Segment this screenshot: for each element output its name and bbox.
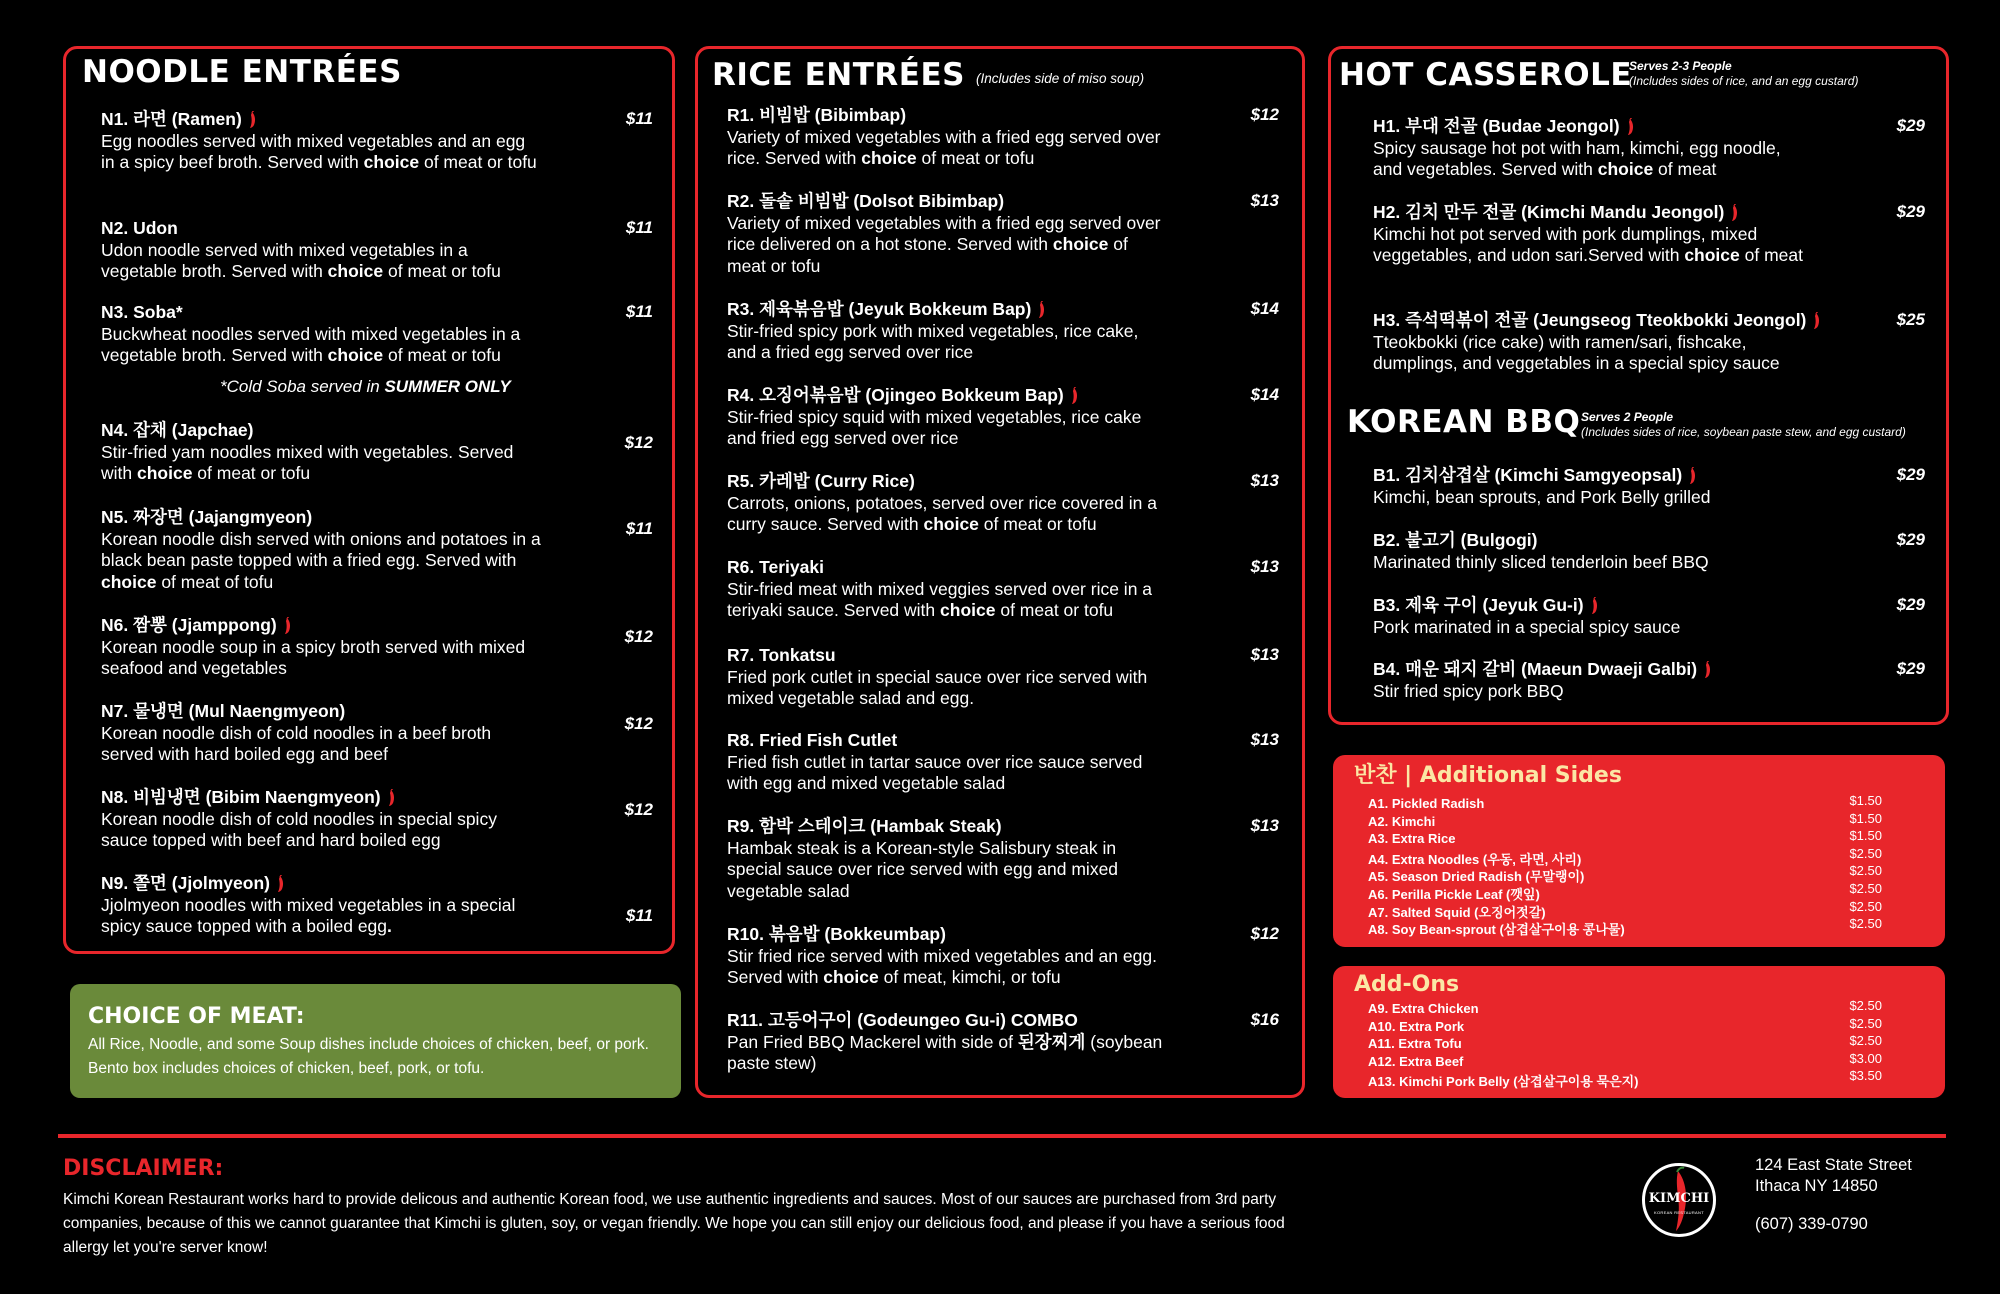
menu-item [1373, 595, 1813, 638]
spicy-pepper-icon [283, 617, 292, 635]
item-price: $11 [625, 109, 653, 128]
side-item-name: A4. Extra Noodles (우동, 라면, 사리) [1368, 851, 1582, 867]
item-price: $12 [624, 800, 653, 819]
side-item-price: $2.50 [1849, 881, 1882, 896]
item-description: Kimchi hot pot served with pork dumplings, mixed veggetables, and udon sari.Served with choice of meat [1373, 223, 1803, 265]
menu-item [101, 787, 541, 852]
side-item-name: A2. Kimchi [1368, 813, 1436, 829]
item-price: $29 [1896, 465, 1925, 484]
item-description: Variety of mixed vegetables with a fried egg served over rice delivered on a hot stone. Served with choice of meat or tofu [727, 212, 1161, 276]
item-name: R7. Tonkatsu [727, 645, 836, 665]
menu-item [727, 557, 1167, 622]
rice-title: RICE ENTRÉES [712, 57, 965, 93]
casserole-note-1: Serves 2-3 People [1629, 59, 1732, 73]
menu-item [727, 385, 1167, 450]
item-description: Pan Fried BBQ Mackerel with side of 된장찌게 (soybean paste stew) [727, 1031, 1163, 1073]
addons-title: Add-Ons [1354, 972, 1460, 997]
item-name: N2. Udon [101, 218, 178, 238]
spicy-pepper-icon [1703, 661, 1712, 679]
side-item-price: $2.50 [1849, 898, 1882, 914]
item-price: $13 [1250, 730, 1279, 749]
menu-item [1373, 465, 1813, 508]
item-price: $12 [624, 433, 653, 452]
item-description: Marinated thinly sliced tenderloin beef BBQ [1373, 551, 1709, 572]
address-line-2: Ithaca NY 14850 [1755, 1177, 1878, 1195]
item-name: B2. 불고기 (Bulgogi) [1373, 530, 1538, 550]
menu-item [727, 924, 1167, 989]
side-item-name: A7. Salted Squid (오징어젓갈) [1368, 904, 1546, 920]
item-name: N5. 짜장면 (Jajangmyeon) [101, 507, 313, 527]
item-price: $29 [1896, 659, 1925, 678]
item-name: H2. 김치 만두 전골 (Kimchi Mandu Jeongol) [1373, 202, 1813, 224]
spicy-pepper-icon [276, 875, 285, 893]
item-description: Korean noodle dish of cold noodles in a beef broth served with hard boiled egg and beef [101, 722, 492, 764]
menu-item [101, 420, 541, 485]
menu-item [727, 471, 1167, 536]
side-item-price: $2.50 [1849, 863, 1882, 879]
item-name: R4. 오징어볶음밥 (Ojingeo Bokkeum Bap) [727, 385, 1167, 407]
item-description: Jjolmyeon noodles with mixed vegetables in a special spicy sauce topped with a boiled egg. [101, 894, 516, 936]
spicy-pepper-icon [1626, 118, 1635, 136]
side-item-price: $2.50 [1849, 1015, 1882, 1031]
menu-item [101, 873, 541, 938]
menu-item [727, 730, 1167, 795]
item-price: $13 [1250, 471, 1279, 490]
spicy-pepper-icon [1730, 204, 1739, 222]
spicy-pepper-icon [248, 111, 257, 129]
item-name: R11. 고등어구이 (Godeungeo Gu-i) COMBO [727, 1010, 1078, 1030]
disclaimer-title: DISCLAIMER: [63, 1156, 224, 1181]
address-line-1: 124 East State Street [1755, 1156, 1912, 1174]
spicy-pepper-icon [387, 789, 396, 807]
item-price: $16 [1250, 1010, 1279, 1029]
item-description: Stir-fried spicy pork with mixed vegetables, rice cake, and a fried egg served over rice [727, 320, 1139, 362]
casserole-note-2: (Includes sides of rice, and an egg custard) [1629, 74, 1859, 88]
item-description: Variety of mixed vegetables with a fried egg served over rice. Served with choice of meat or tofu [727, 126, 1161, 168]
meat-line-1: All Rice, Noodle, and some Soup dishes include choices of chicken, beef, or pork. [88, 1036, 649, 1053]
item-name: H1. 부대 전골 (Budae Jeongol) [1373, 116, 1813, 138]
side-item-price: $2.50 [1849, 916, 1882, 932]
item-price: $11 [625, 218, 653, 237]
menu-item [727, 191, 1167, 277]
item-name: N4. 잡채 (Japchae) [101, 420, 254, 440]
spicy-pepper-icon [1590, 597, 1599, 615]
side-item-name: A10. Extra Pork [1368, 1018, 1465, 1034]
item-description: Spicy sausage hot pot with ham, kimchi, egg noodle, and vegetables. Served with choice of meat [1373, 137, 1781, 179]
item-description: Carrots, onions, potatoes, served over rice covered in a curry sauce. Served with choice of meat or tofu [727, 492, 1157, 534]
menu-item [1373, 116, 1813, 181]
soba-note: *Cold Soba served in SUMMER ONLY [220, 377, 511, 396]
item-description: Stir fried rice served with mixed vegetables and an egg. Served with choice of meat, kimchi, or tofu [727, 945, 1157, 987]
bbq-note-2: (Includes sides of rice, soybean paste stew, and egg custard) [1581, 425, 1906, 439]
item-price: $12 [624, 627, 653, 646]
menu-item [101, 507, 541, 593]
item-name: R2. 돌솥 비빔밥 (Dolsot Bibimbap) [727, 191, 1005, 211]
item-price: $29 [1896, 202, 1925, 221]
item-description: Fried fish cutlet in tartar sauce over rice sauce served with egg and mixed vegetable salad [727, 751, 1143, 793]
side-item-name: A5. Season Dried Radish (무말랭이) [1368, 869, 1585, 885]
phone-number: (607) 339-0790 [1755, 1215, 1868, 1233]
item-price: $12 [624, 714, 653, 733]
side-item-price: $2.50 [1849, 845, 1882, 861]
item-description: Buckwheat noodles served with mixed vegetables in a vegetable broth. Served with choice of meat or tofu [101, 323, 521, 365]
choice-of-meat-box [70, 984, 681, 1098]
item-name: H3. 즉석떡볶이 전골 (Jeungseog Tteokbokki Jeongol) [1373, 310, 1813, 332]
item-price: $29 [1896, 530, 1925, 549]
menu-item [101, 218, 541, 283]
item-description: Kimchi, bean sprouts, and Pork Belly grilled [1373, 486, 1711, 507]
item-description: Egg noodles served with mixed vegetables and an egg in a spicy beef broth. Served with choice of meat or tofu [101, 130, 537, 172]
item-price: $14 [1250, 385, 1279, 404]
menu-item [1373, 530, 1813, 573]
logo-subtitle: KOREAN RESTAURANT [1654, 1210, 1704, 1215]
side-item-price: $3.00 [1849, 1050, 1882, 1066]
item-name: N7. 물냉면 (Mul Naengmyeon) [101, 701, 346, 721]
logo-name: KIMCHI [1648, 1191, 1710, 1206]
menu-item [727, 645, 1167, 710]
item-price: $29 [1896, 116, 1925, 135]
bbq-note-1: Serves 2 People [1581, 410, 1674, 424]
bbq-title: KOREAN BBQ [1347, 404, 1581, 440]
disclaimer-text: Kimchi Korean Restaurant works hard to provide delicous and authentic Korean food, we use authentic ingredients and sauces. Most of our sauces are purchased from 3rd party companies, because of this we cannot guarantee that Kimchi is gluten, soy, or vegan friendly. We hope you can still enjoy our delicious food, and please if you have a serious food allergy let you're server know! [63, 1191, 1285, 1256]
side-item-name: A6. Perilla Pickle Leaf (깻잎) [1368, 887, 1540, 902]
item-name: N3. Soba* [101, 302, 183, 322]
item-price: $13 [1250, 191, 1279, 210]
sides-title: 반찬 | Additional Sides [1354, 763, 1622, 788]
item-price: $11 [625, 302, 653, 321]
spicy-pepper-icon [1070, 387, 1079, 405]
item-price: $13 [1250, 645, 1279, 664]
item-name: R9. 함박 스테이크 (Hambak Steak) [727, 816, 1002, 836]
item-price: $25 [1896, 310, 1925, 329]
menu-item [1373, 310, 1813, 375]
item-description: Udon noodle served with mixed vegetables in a vegetable broth. Served with choice of meat or tofu [101, 239, 501, 281]
noodle-title: NOODLE ENTRÉES [82, 54, 402, 90]
side-item-price: $1.50 [1849, 810, 1882, 826]
item-name: R6. Teriyaki [727, 557, 824, 577]
menu-item [101, 701, 541, 766]
side-item-price: $3.50 [1849, 1068, 1882, 1084]
side-item-name: A1. Pickled Radish [1368, 796, 1485, 811]
item-description: Korean noodle dish of cold noodles in special spicy sauce topped with beef and hard boiled egg [101, 808, 497, 850]
item-name: B1. 김치삼겹살 (Kimchi Samgyeopsal) [1373, 465, 1813, 487]
kimchi-logo [1642, 1163, 1716, 1237]
menu-item [101, 615, 541, 680]
item-name: N9. 쫄면 (Jjolmyeon) [101, 873, 541, 895]
side-item-name: A13. Kimchi Pork Belly (삼겹살구이용 묵은지) [1368, 1074, 1639, 1090]
item-price: $11 [625, 519, 653, 538]
spicy-pepper-icon [1037, 301, 1046, 319]
item-price: $13 [1250, 557, 1279, 576]
item-name: N1. 라면 (Ramen) [101, 109, 541, 131]
menu-item [101, 109, 541, 174]
menu-item [727, 816, 1167, 902]
item-name: B3. 제육 구이 (Jeyuk Gu-i) [1373, 595, 1813, 617]
item-name: N8. 비빔냉면 (Bibim Naengmyeon) [101, 787, 541, 809]
item-price: $13 [1250, 816, 1279, 835]
menu-item [101, 302, 541, 367]
side-item-price: $1.50 [1849, 793, 1882, 808]
item-description: Pork marinated in a special spicy sauce [1373, 616, 1681, 637]
item-description: Stir-fried yam noodles mixed with vegetables. Served with choice of meat or tofu [101, 441, 514, 483]
item-description: Stir-fried meat with mixed veggies served over rice in a teriyaki sauce. Served with choice of meat or tofu [727, 578, 1153, 620]
spicy-pepper-icon [1688, 467, 1697, 485]
menu-item [727, 1010, 1167, 1075]
item-name: R3. 제육볶음밥 (Jeyuk Bokkeum Bap) [727, 299, 1167, 321]
item-name: R10. 볶음밥 (Bokkeumbap) [727, 924, 946, 944]
casserole-title: HOT CASSEROLE [1339, 57, 1633, 93]
menu-item [727, 299, 1167, 364]
meat-line-2: Bento box includes choices of chicken, beef, pork, or tofu. [88, 1060, 485, 1077]
item-description: Stir fried spicy pork BBQ [1373, 680, 1564, 701]
item-price: $14 [1250, 299, 1279, 318]
item-name: B4. 매운 돼지 갈비 (Maeun Dwaeji Galbi) [1373, 659, 1813, 681]
item-description: Tteokbokki (rice cake) with ramen/sari, fishcake, dumplings, and veggetables in a special spicy sauce [1373, 331, 1780, 373]
item-price: $12 [1250, 105, 1279, 124]
item-name: N6. 짬뽕 (Jjamppong) [101, 615, 541, 637]
rice-note: (Includes side of miso soup) [976, 71, 1145, 86]
side-item-price: $2.50 [1849, 998, 1882, 1013]
item-price: $29 [1896, 595, 1925, 614]
spicy-pepper-icon [1812, 312, 1821, 330]
item-name: R1. 비빔밥 (Bibimbap) [727, 105, 907, 125]
meat-title: CHOICE OF MEAT: [88, 1004, 305, 1029]
item-description: Korean noodle soup in a spicy broth served with mixed seafood and vegetables [101, 636, 526, 678]
divider-line [58, 1134, 1946, 1138]
item-description: Stir-fried spicy squid with mixed vegetables, rice cake and fried egg served over rice [727, 406, 1142, 448]
side-item-price: $1.50 [1849, 828, 1882, 844]
menu-item [727, 105, 1167, 170]
item-price: $11 [625, 906, 653, 925]
item-price: $12 [1250, 924, 1279, 943]
item-description: Korean noodle dish served with onions and potatoes in a black bean paste topped with a fried egg. Served with choice of meat of tofu [101, 528, 541, 592]
item-name: R5. 카레밥 (Curry Rice) [727, 471, 915, 491]
item-description: Hambak steak is a Korean-style Salisbury steak in special sauce over rice served with egg and mixed vegetable salad [727, 837, 1119, 901]
menu-item [1373, 202, 1813, 267]
menu-item [1373, 659, 1813, 702]
side-item-name: A11. Extra Tofu [1368, 1036, 1462, 1052]
side-item-price: $2.50 [1849, 1033, 1882, 1049]
side-item-name: A9. Extra Chicken [1368, 1001, 1479, 1016]
side-item-name: A12. Extra Beef [1368, 1053, 1464, 1069]
side-item-name: A3. Extra Rice [1368, 831, 1456, 847]
side-item-name: A8. Soy Bean-sprout (삼겹살구이용 콩나물) [1368, 922, 1625, 938]
item-name: R8. Fried Fish Cutlet [727, 730, 898, 750]
item-description: Fried pork cutlet in special sauce over rice served with mixed vegetable salad and egg. [727, 666, 1148, 708]
